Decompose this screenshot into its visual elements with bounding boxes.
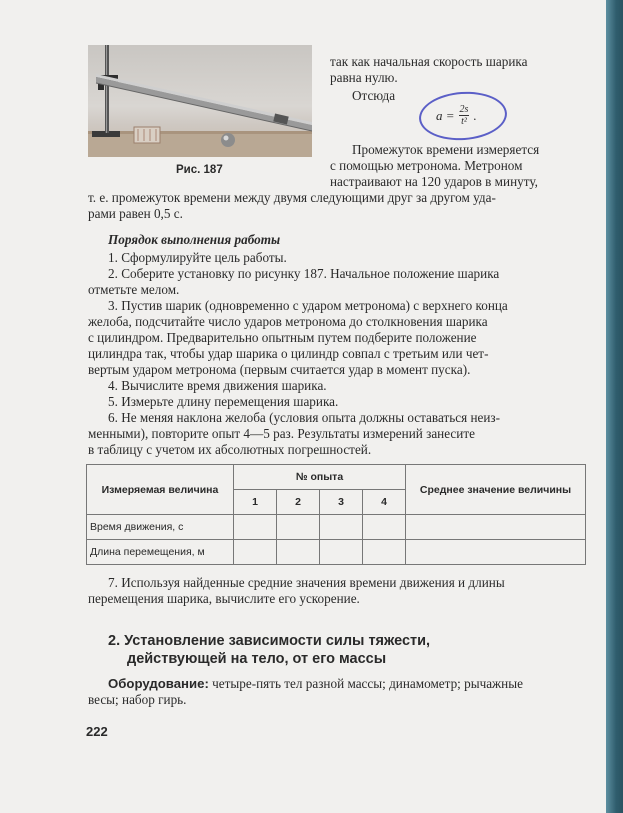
header-trial: 4: [363, 490, 406, 515]
equipment-line: [108, 676, 523, 692]
formula-numerator: 2s: [459, 104, 469, 115]
row-label: Длина перемещения, м: [87, 540, 234, 565]
step-line: цилиндра так, чтобы удар шарика о цилиндр совпал с третьим или чет-: [88, 346, 489, 361]
table-cell: [277, 515, 320, 540]
text-line: равна нулю.: [330, 70, 398, 85]
equipment-text: четыре-пять тел разной массы; динамометр; рычажные: [208, 676, 523, 691]
table-cell: [320, 515, 363, 540]
procedure-heading: Порядок выполнения работы: [108, 232, 281, 247]
equipment-line: весы; набор гирь.: [88, 692, 187, 707]
section-heading: 2. Установление зависимости силы тяжести,: [108, 633, 431, 649]
figure-187-image: [88, 45, 312, 157]
step-line: вертым ударом метронома (первым считается удар в момент пуска).: [88, 362, 471, 377]
header-quantity: Измеряемая величина: [87, 465, 234, 515]
step-line: с цилиндром. Предварительно опытным путем подберите положение: [88, 330, 477, 345]
step-line: в таблицу с учетом их абсолютных погрешностей.: [88, 442, 372, 457]
table-cell: [363, 515, 406, 540]
table-cell: [406, 540, 586, 565]
header-trial-number: № опыта: [234, 465, 406, 490]
header-trial: 3: [320, 490, 363, 515]
measurement-table: [86, 464, 586, 565]
table-cell: [363, 540, 406, 565]
equipment-label: Оборудование:: [108, 676, 209, 691]
step-line: 5. Измерьте длину перемещения шарика.: [108, 394, 339, 409]
step-line: 3. Пустив шарик (одновременно с ударом метронома) с верхнего конца: [108, 298, 508, 313]
step-line: 6. Не меняя наклона желоба (условия опыта должны оставаться неиз-: [108, 410, 501, 425]
step-line: желоба, подсчитайте число ударов метронома до столкновения шарика: [88, 314, 488, 329]
text-line: настраивают на 120 ударов в минуту,: [330, 174, 538, 189]
text-line: рами равен 0,5 с.: [88, 206, 183, 221]
step-line: 2. Соберите установку по рисунку 187. Начальное положение шарика: [108, 266, 500, 281]
formula-fraction: [459, 104, 470, 127]
header-mean-value: Среднее значение величины: [406, 465, 586, 515]
acceleration-formula: [436, 104, 477, 127]
table-header-row: [87, 465, 586, 490]
text-line: Отсюда: [352, 88, 396, 103]
formula-lhs: a =: [436, 107, 455, 123]
figure-caption: Рис. 187: [176, 164, 223, 176]
step-line: менными), повторите опыт 4—5 раз. Результаты измерений занесите: [88, 426, 475, 441]
table-cell: [406, 515, 586, 540]
text-line: Промежуток времени измеряется: [352, 142, 540, 157]
step-line: 7. Используя найденные средние значения времени движения и длины: [108, 575, 505, 590]
text-line: так как начальная скорость шарика: [330, 54, 528, 69]
section-heading: действующей на тело, от его массы: [127, 651, 387, 667]
book-cover-edge: [606, 0, 623, 813]
header-trial: 1: [234, 490, 277, 515]
table-cell: [320, 540, 363, 565]
header-trial: 2: [277, 490, 320, 515]
text-line: с помощью метронома. Метроном: [330, 158, 523, 173]
formula-denominator: t²: [461, 116, 467, 127]
row-label: Время движения, с: [87, 515, 234, 540]
table-row: [87, 540, 586, 565]
table-cell: [234, 540, 277, 565]
text-line: т. е. промежуток времени между двумя следующими друг за другом уда-: [88, 190, 496, 205]
step-line: 4. Вычислите время движения шарика.: [108, 378, 327, 393]
page-number: 222: [86, 724, 108, 739]
table-row: [87, 515, 586, 540]
formula-dot: .: [473, 107, 477, 123]
table-cell: [234, 515, 277, 540]
step-line: отметьте мелом.: [88, 282, 180, 297]
table-cell: [277, 540, 320, 565]
step-line: перемещения шарика, вычислите его ускорение.: [88, 591, 360, 606]
step-line: 1. Сформулируйте цель работы.: [108, 250, 287, 265]
